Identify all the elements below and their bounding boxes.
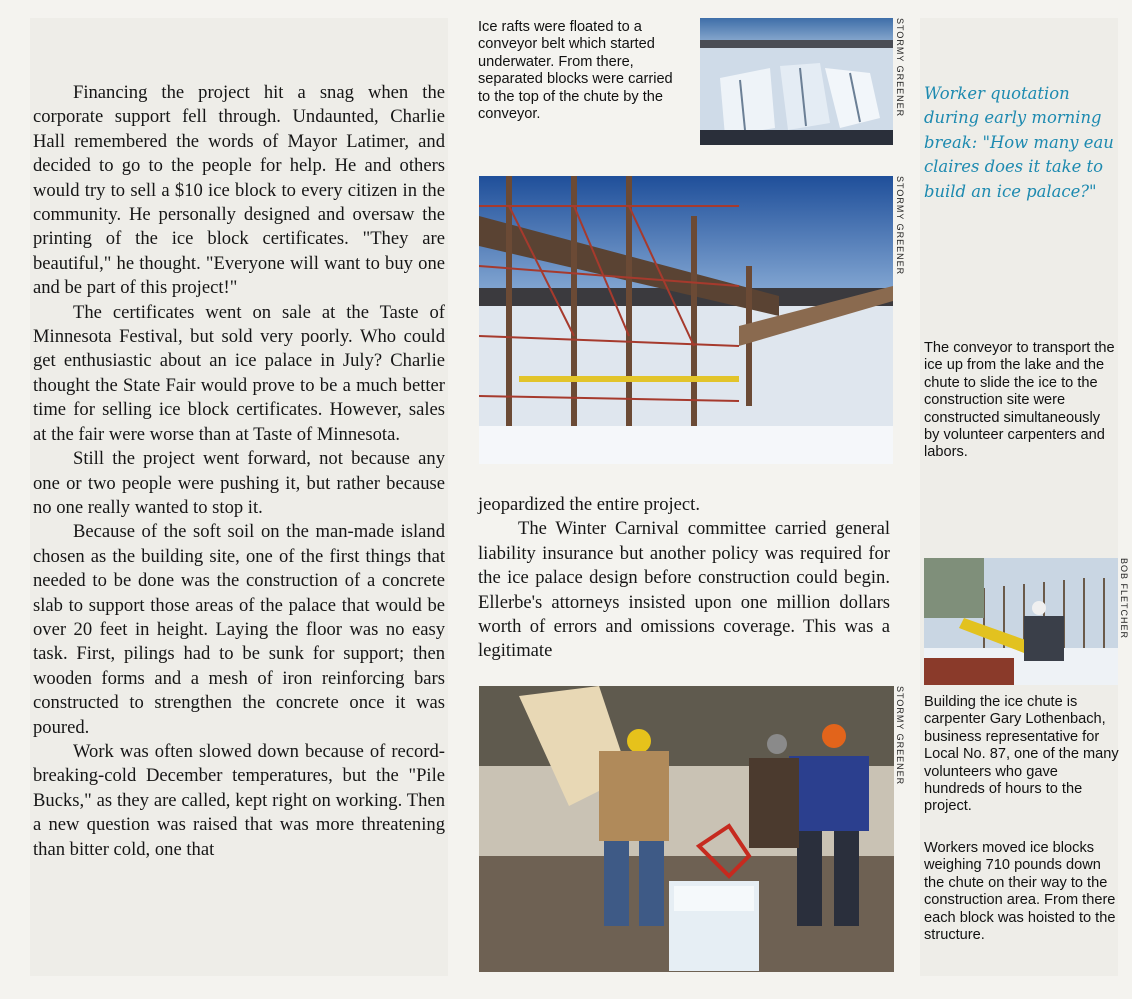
caption-ice-blocks: Workers moved ice blocks weighing 710 pounds down the chute on their way to the construction area. From there each block was hoisted to the structure.	[924, 840, 1116, 944]
paragraph: Financing the project hit a snag when the corporate support fell through. Undaunted, Charlie Hall remembered the words of Mayor Latimer, and decided to go to the people for help. He and others would try to sell a $10 ice block to every citizen in the community. He personally designed and oversaw the printing of the ice block certificates. "They are beautiful," he thought. "Everyone will want to buy one and be part of this project!"	[33, 82, 445, 299]
photo-ice-rafts	[700, 18, 893, 145]
paragraph: The Winter Carnival committee carried general liability insurance but another policy was required for the ice palace design before construction could begin. Ellerbe's attorneys insisted upon one million dollars worth of errors and omissions coverage. This was a legitimate	[478, 518, 890, 662]
caption-conveyor: The conveyor to transport the ice up from the lake and the chute to slide the ice to the construction site were constructed simultaneously by volunteer carpenters and labors.	[924, 340, 1115, 461]
photo-credit: STORMY GREENER	[895, 18, 905, 118]
photo-conveyor-scaffold	[479, 176, 893, 464]
worker-quotation: Worker quotation during early morning break: "How many eau claires does it take to build an ice palace?"	[924, 84, 1114, 201]
photo-credit: STORMY GREENER	[895, 176, 905, 276]
photo-workers-ice-blocks	[479, 686, 894, 972]
paragraph-continuation: jeopardized the entire project.	[478, 494, 700, 515]
photo-ice-chute-carpenter	[924, 558, 1118, 685]
paragraph: Still the project went forward, not because any one or two people were pushing it, but rather because no one really wanted to stop it.	[33, 448, 445, 518]
paragraph: Work was often slowed down because of record-breaking-cold December temperatures, but the "Pile Bucks," as they are called, kept right on working. Then a new question was raised that was more threatening than bitter cold, one that	[33, 740, 445, 860]
paragraph: Because of the soft soil on the man-made island chosen as the building site, one of the first things that needed to be done was the construction of a concrete slab to support those areas of the palace that would be over 20 feet in height. Laying the floor was no easy task. First, pilings had to be sunk for support; then wooden forms and a mesh of iron reinforcing bars constructed to strengthen the concrete once it was poured.	[33, 521, 445, 738]
middle-text-column	[478, 493, 890, 664]
caption-ice-rafts: Ice rafts were floated to a conveyor belt which started underwater. From there, separated blocks were carried to the top of the chute by the conveyor.	[478, 19, 673, 123]
left-text-column	[33, 81, 445, 862]
photo-credit: STORMY GREENER	[895, 686, 905, 786]
photo-credit: BOB FLETCHER	[1119, 558, 1129, 640]
caption-ice-chute: Building the ice chute is carpenter Gary Lothenbach, business representative for Local No. 87, one of the many volunteers who gave hundreds of hours to the project.	[924, 694, 1119, 815]
paragraph: The certificates went on sale at the Taste of Minnesota Festival, but sold very poorly. Who could get enthusiastic about an ice palace in July? Charlie thought the State Fair would prove to be a much better time for selling ice block certificates. However, sales at the fair were worse than at Taste of Minnesota.	[33, 301, 445, 445]
